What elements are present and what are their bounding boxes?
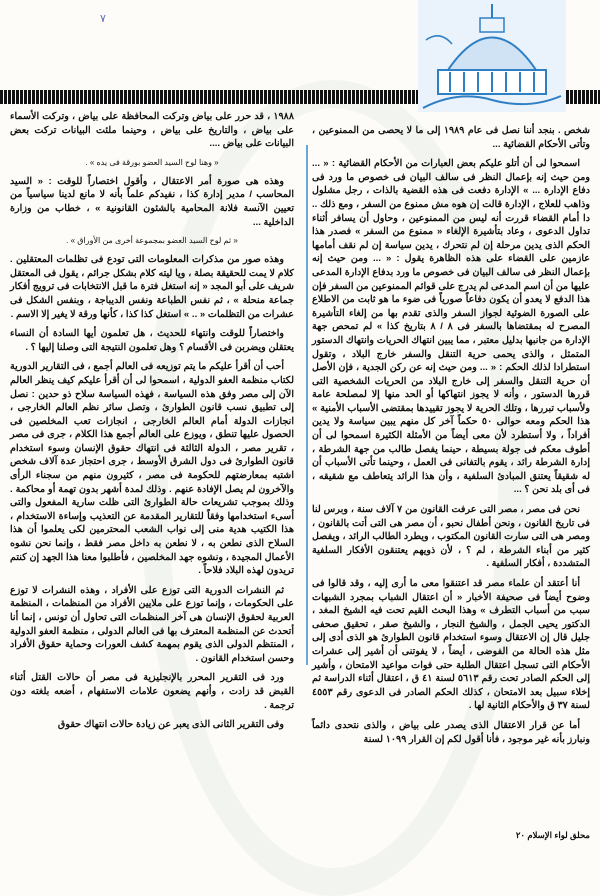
paragraph: أما عن قرار الاعتقال الذى يصدر على بياض ، والذى نتحدى دائماً ونبارز بأنه غير موجود ، فأنا أقول لكم إن القرار ١٠٩٩ لسنة — [312, 719, 590, 745]
parliament-logo — [418, 0, 566, 112]
paragraph: شخص . بنجد أننا نصل فى عام ١٩٨٩ إلى ما لا يحصى من الممنوعين ، وتأتى الأحكام القضائية ... — [312, 125, 591, 150]
paragraph: ورد فى التقرير المحرر بالإنجليزية فى مصر أن حالات القتل أثناء القبض قد زادت ، وأنهم يضعون علامات الاستفهام ، أضعه بلغته دون ترجمة . — [10, 672, 294, 711]
paragraph: وهذه صور من مذكرات المعلومات التى تودع فى تظلمات المعتقلين . كلام لا يمت للحقيقة بصلة ، ويا ليته كلام بشكل جرائم ، يقول فى المعتقل شريف على أبو المجد « إنه استغل فترة ما قبل الانتخابات فى ترويج أفكار جماعة منحلة » ، ثم نفس الطباعة ونفس الديباجة ، وبنفس الشكل فى عشرات من التظلمات « .. » استغل كذا كذا ، كأنها ورقة لا يغير إلا الاسم . — [10, 254, 294, 320]
column-rule — [306, 145, 308, 665]
header-stripe-left — [0, 90, 418, 104]
page-footer: محلق لواء الإسلام ٢٠ — [515, 830, 590, 840]
paragraph: ١٩٨٨ ، قد حرر على بياض وتركت المحافظة على بياض ، وتركت الأسماء على بياض ، والتاريخ على بياض ، وحينما ملئت البيانات تركت بعض البيانات على بياض .... — [10, 111, 294, 150]
page-mark: ٧ — [100, 13, 106, 25]
header-stripe-right — [566, 90, 600, 104]
paragraph: واختصاراً للوقت وانتهاء للحديث ، هل تعلمون أيها السادة أن النساء يعتقلن ويضربن فى الأقسام ؟ وهل تعلمون النتيجة التى وصلنا إليها ؟ . — [10, 328, 294, 353]
left-column — [10, 110, 294, 738]
paragraph: نحن فى مصر ، مصر التى عرفت القانون من ٧ آلاف سنة ، وبرس لنا فى تاريخ القانون ، ونحن أطفال نحبو ، أن مصر هى التى أتت بالقانون ، ومصر هى التى سارت القانون المكتوب ، ويطرد الطالب الرائد ، ويفصل كثير من أبناء الشرطة ، لم ؟ ، لأن ذويهم يعتنقون الأفكار السلفية المتشددة ، أفكار السلفية . — [312, 504, 590, 570]
paragraph: أنا أعتقد أن علماء مصر قد اعتنقوا معى ما أرى إليه ، وقد قالوا فى وضوح أيضاً فى صحيفة الأخبار « أن اعتقال الشباب بمجرد الشبهات سبب من أسباب التطرف » وهذا البحث القيم تحت فيه الشيخ المغد ، الدكتور يحيى الجمل ، والشيخ النجار ، والشيخ صقر ، تحقيق صحفى جليل قال إن الاعتقال وسوء استخدام قانون الطوارئ هو الذى أدى إلى مثل هذه الحالة من الفوضى ، أيضاً ، لا يفوتنى أن أشير إلى عشرات الأحكام التى تسجل اعتقال الطلبة حتى فوات مواعيد الامتحان ، وأشير إلى الحكم الصادر تحت رقم ٥٦١٣ لسنة ٤١ ق ، اعتقال أثناء الدراسة ثم إخلاء سبيل بعد الامتحان ، كذلك الحكم الصادر فى الدعوى رقم ٤٥٥٣ لسنة ٣٧ ق والأحكام الثانية لها . — [312, 578, 590, 712]
paragraph: أحب أن أقرأ عليكم ما يتم توزيعه فى العالم أجمع ، فى التقارير الدورية لكتاب منظمة العفو الدولية ، اسمحوا لى أن أقرأ عليكم كيف ينظر العالم الآن إلى مصر وفق هذه السياسة ، فهذه السياسة سلاح ذو حدين : نصل إلى تطبيق نسب قانون الطوارئ ، وتصل سائر نظم العالم الخارجى ، انجازات الدولة أمام العالم الخارجى ، انجازات تعب المخلصين فى الحصول عليها تنطق ، ويوزع على العالم أجمع هذا الكلام ، جرى فى مصر ، تقرير مصر ، الدولة الثالثة فى انتهاك حقوق الإنسان وسوء استخدام قانون الطوارئ فى دول الشرق الأوسط ، جرى احتجاز عدة آلاف شخص اشتبه بمعارضتهم للحكومة فى مصر ، كثيرون منهم من سجناء الرأى والآخرون لم يصل الإفادة عنهم . وذلك لمدة أشهر بدون تهمة أو محاكمة . وذلك بموجب تشريعات حالة الطوارئ التى ظلت سارية المفعول والتى أسىء استخدامها وفقاً للتقارير المقدمة عن التعذيب وإساءة الاستخدام ، هذا الكتيب هدية منى إلى نواب الشعب المحترمين لكى يعلموا أن هذا السلاح الذى نطعن به ، لا نطعن به داخل مصر فقط ، وإنما نحن نشوه الأعمال المجيدة ، ونشوه جهد المخلصين ، فأطلبوا معنا هذا الجهد إن كنتم تريدون لهذه البلاد فلاحاً . — [10, 361, 294, 577]
right-column — [312, 124, 590, 752]
paragraph: وفى التقرير الثانى الذى يعبر عن زيادة حالات انتهاك حقوق — [57, 719, 284, 731]
paragraph: ثم النشرات الدورية التى توزع على الأفراد ، وهذه النشرات لا توزع على الحكومات ، وإنما توزع على ملايين الأفراد من المنظمات ، المنظمة العربية لحقوق الإنسان هى آخر المنظمات التى تحاول أن تونس ، إنما أنا أتحدث عن المنظمة المعترف بها فى العالم الدولى ، منظمة العفو الدولية ، المنتظم الدولى الذى يقوم بمهمة كشف العورات وحماية حقوق الأفراد وحسن استخدام القانون . — [10, 584, 294, 664]
paragraph: وهذه هى صورة أمر الاعتقال ، وأقول اختصاراً للوقت : « السيد المحاسب / مدير إدارة كذا ، نفيدكم علماً بأنه لا مانع لدينا سياسياً من تعيين الآنسة فلانة المحامية بالشئون القانونية » ، خطاب من وزارة الداخلية ... — [10, 175, 294, 228]
stage-note: « ثم لوح السيد العضو بمجموعة أخرى من الأوراق » . — [66, 236, 238, 246]
stage-note: « وهنا لوح السيد العضو بورقة فى يده » . — [85, 157, 219, 167]
paragraph: اسمحوا لى أن أتلو عليكم بعض العبارات من الأحكام القضائية : « ... ومن حيث إنه بإعمال النظر فى سالف البيان فى خصوص ما ورد فى دفاع الإدارة ... » الإدارة دفعت فى هذه القضية بالذات ، رجل مشلول وذاهب للعلاج ، الإدارة قالت إن هوه مش ممنوع من السفر ، ومع ذلك .. دا أمام القضاء قررت أنه ليس من الممنوعين ، وحاول أن يسافر أثناء تداول الدعوى ، وعاد بتأشيرة الإلغاء « ممنوع من السفر » فصدر هذا الحكم الذى يدين مرحلة إن لم نتحرك ، يدين سياسة إن لم نقف أمامها عازمين على القضاء على هذه الظاهرة يقول : « ... ومن حيث إنه بإعمال النظر فى سالف البيان فى خصوص ما ورد بدفاع الإدارة المدعى عليها من أن اسم المدعى لم يدرج على قوائم الممنوعين من السفر فإن هذا الدفع لا يعدو أن يكون دفاعاً صورياً فى ضوء ما هو ثابت من الاطلاع على الصورة الضوئية لجواز السفر والذى تقدم بها من إلغاء التأشيرة المصرح له بمقتضاها بالسفر فى ٨ / ٨ بتاريخ كذا » لم تمحص جهة الإدارة من جانبها بدليل معتبر ، مما يبين انتهاك الحريات وانتهاك الدستور المتمثل ، والذى يحمى حرية التنقل والسفر خارج البلاد ، وتقول استطرادا لذلك الحكم : « ... ومن حيث إنه عن ركن الجدية ، فإن الأصل أن حرية التنقل والسفر إلى خارج البلاد من الحريات الشخصية التى قررها الدستور ، وأنه لا يجوز انتهاكها أو الحد منها إلا لمصلحة عامة ولأسباب تبررها ، وتلك الحرية لا يجوز تقييدها بمقتضى الأسباب الأمنية » هذا الحكم ومعه حوالى ٥٠ حكماً آخر كل منهم يبين سياسة ولا يدين أفراداً ، ولا أستطرد لأن معى أيضاً من الأمثلة الكثيرة اسمحوا لى أن أطوف معكم فى جولة بسيطة ، حينما يفصل طالب من جهة الشرطة ، إدارة الشرطة رائد ، يقوم بالتفانى فى العمل ، وحينما تأتى الأسباب أن له شقيقاً يعتنق المبادئ السلفية ، وأن هذا الرائد يتعاطف مع شقيقه ، فى أى بلد نحن ؟ ... — [311, 158, 591, 496]
